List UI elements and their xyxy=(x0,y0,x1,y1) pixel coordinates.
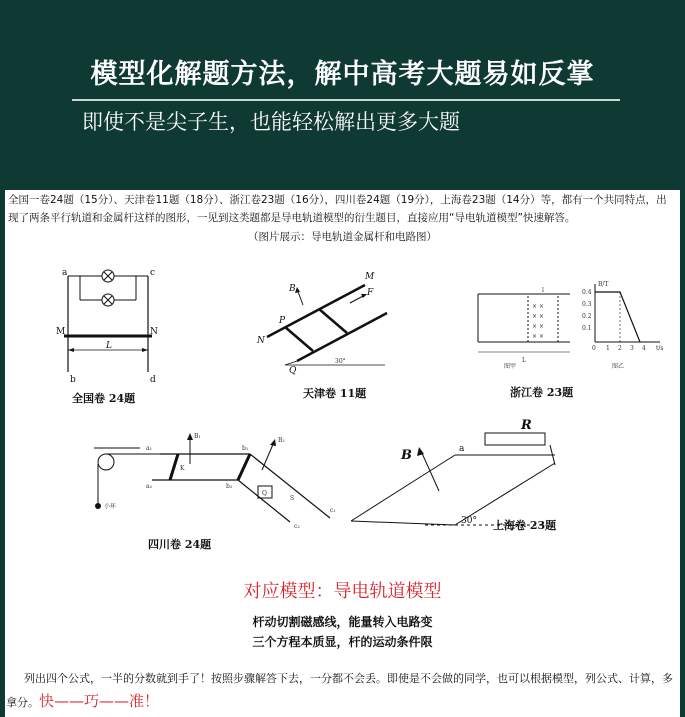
model-summary xyxy=(5,612,680,652)
point-c1: c₁ xyxy=(330,507,336,514)
force-F: F xyxy=(367,288,374,298)
point-M: M xyxy=(365,272,375,282)
point-a2: a₂ xyxy=(146,483,152,490)
point-Q: Q xyxy=(262,490,267,497)
model-line-2: 三个方程本质显，杆的运动条件限 xyxy=(252,635,433,649)
xtick-0: 0 xyxy=(592,345,596,352)
figure-zhejiang-23 xyxy=(470,280,670,400)
intro-paragraph: 全国一卷24题（15分）、天津卷11题（18分）、浙江卷23题（16分），四川卷24题（19分），上海卷23题（14分）等，都有一个共同特点，出现了两条平行轨道和金属杆这样的图形，一见到这类题都是导电轨道模型的衍生题目，直接应用“导电轨道模型”快速解答。 xyxy=(8,194,667,224)
subfig-a: 图甲 xyxy=(504,363,517,370)
point-P: P xyxy=(279,316,286,326)
point-N: N xyxy=(150,327,158,337)
tick-04: 0.4 xyxy=(582,289,592,296)
tick-01: 0.1 xyxy=(582,325,592,332)
length-L: L xyxy=(522,357,526,364)
resistor-R: R xyxy=(521,418,532,433)
page-title: 模型化解题方法，解中高考大题易如反掌 xyxy=(90,59,595,90)
figure-label: 全国卷 24题 xyxy=(72,392,136,405)
point-a: a xyxy=(62,268,68,278)
xtick-2: 2 xyxy=(618,345,622,352)
point-c2: c₂ xyxy=(294,523,300,530)
point-d: d xyxy=(150,375,156,385)
point-M: M xyxy=(56,327,66,337)
subfig-b: 图乙 xyxy=(612,363,625,370)
page-subtitle: 即使不是尖子生，也能轻松解出更多大题 xyxy=(82,110,460,134)
content-panel xyxy=(5,190,680,717)
figure-label: 浙江卷 23题 xyxy=(510,386,574,399)
circuit-diagram xyxy=(56,268,170,388)
point-K: K xyxy=(180,465,185,472)
svg-text:× ×: × × xyxy=(532,323,544,330)
title-divider xyxy=(72,99,620,101)
xtick-3: 3 xyxy=(630,345,634,352)
xtick-4: 4 xyxy=(642,345,646,352)
footer-text: 列出四个公式，一半的分数就到手了！按照步骤解答下去，一分都不会丢。即使是不会做的同学，也可以根据模型，列公式、计算，多拿分。 xyxy=(6,672,673,709)
incline-rails-diagram xyxy=(255,265,395,375)
point-b1: b₁ xyxy=(242,445,249,452)
footer-paragraph xyxy=(6,668,676,714)
angle-30: 30° xyxy=(335,358,346,365)
point-Q: Q xyxy=(289,366,297,376)
point-N: N xyxy=(257,336,265,346)
figure-label: 天津卷 11题 xyxy=(303,387,367,400)
figure-tianjin-11 xyxy=(255,265,395,400)
mass-label: 小环 xyxy=(104,503,117,510)
header-banner xyxy=(0,0,685,190)
point-S: S xyxy=(290,495,295,502)
x-unit: t/s xyxy=(656,345,664,352)
figure-label: 上海卷 23题 xyxy=(493,519,557,532)
xtick-1: 1 xyxy=(606,345,610,352)
field-B1: B₁ xyxy=(194,433,201,440)
point-b: b xyxy=(70,375,76,385)
svg-text:× ×: × × xyxy=(532,333,544,340)
tick-02: 0.2 xyxy=(582,313,592,320)
field-region-and-graph xyxy=(470,280,670,370)
model-title: 对应模型：导电轨道模型 xyxy=(243,581,442,602)
pulley-rails-diagram xyxy=(90,430,340,530)
field-B: B xyxy=(401,448,412,463)
figure-shanghai-23 xyxy=(345,415,565,545)
point-a1: a₁ xyxy=(146,445,152,452)
model-line-1: 杆动切割磁感线，能量转入电路变 xyxy=(252,615,433,629)
tick-03: 0.3 xyxy=(582,301,592,308)
field-B: B xyxy=(289,284,296,294)
figure-label: 四川卷 24题 xyxy=(148,538,212,551)
length-L: L xyxy=(106,341,112,351)
figure-caption: （图片展示：导电轨道金属杆和电路图） xyxy=(248,231,437,243)
figure-sichuan-24 xyxy=(90,430,340,550)
point-b2: b₂ xyxy=(226,483,233,490)
point-a: a xyxy=(459,444,465,454)
figure-national-24 xyxy=(56,268,170,405)
svg-text:× ×: × × xyxy=(532,303,544,310)
point-c: c xyxy=(150,268,156,278)
svg-text:× ×: × × xyxy=(532,313,544,320)
angle-30: 30° xyxy=(461,516,477,526)
y-unit: B/T xyxy=(598,281,609,288)
field-B2: B₂ xyxy=(278,437,285,444)
length-l: l xyxy=(542,287,544,294)
footer-highlight: 快——巧——准！ xyxy=(39,692,160,710)
